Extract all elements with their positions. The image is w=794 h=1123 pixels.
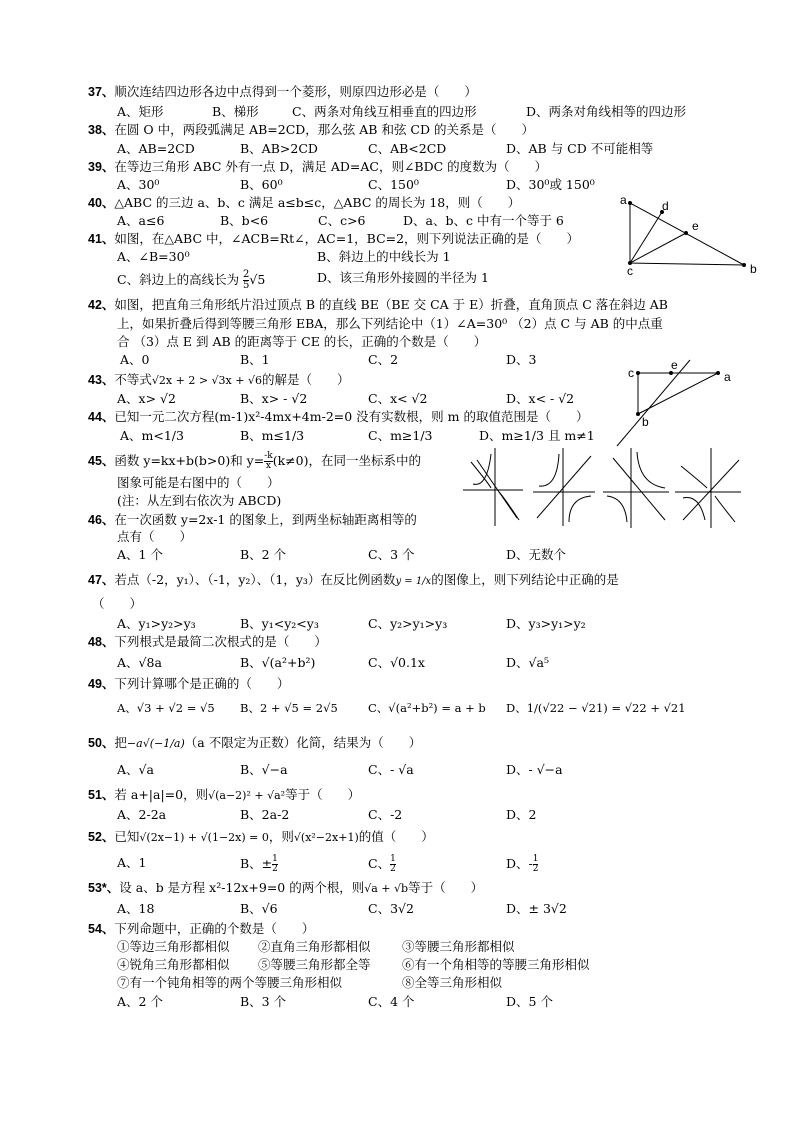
options-48 (117, 655, 597, 671)
radical-expr: √(x²−2x+1) (293, 831, 359, 844)
statements-row2 (117, 957, 617, 973)
question-text: 已知一元二次方程(m-1)x²-4mx+4m-2=0 没有实数根，则 m 的取值范围是（ ） (114, 409, 589, 424)
question-text: 若点（-2，y₁）、（-1，y₂）、（1，y₃）在反比例函数 (114, 572, 396, 587)
option-a: A、√8a (117, 655, 162, 670)
option-c: C、√(a²+b²) = a + b (368, 701, 486, 715)
options-49 (117, 700, 686, 716)
question-48 (88, 634, 327, 650)
question-47-line2: （ ） (92, 596, 143, 611)
question-text: 设 a、b 是方程 x²-12x+9=0 的两个根，则 (119, 880, 365, 895)
question-text: 已知 (114, 829, 140, 844)
statement-6: ⑥有一个角相等的等腰三角形相似 (402, 957, 590, 972)
option-d: D、两条对角线相等的四边形 (526, 104, 687, 119)
question-text: 在一次函数 y=2x-1 的图象上，到两坐标轴距离相等的 (114, 512, 417, 527)
question-number: 48、 (88, 635, 115, 649)
statement-3: ③等腰三角形都相似 (402, 939, 515, 954)
statement-7: ⑦有一个钝角相等的两个等腰三角形相似 (117, 975, 343, 990)
label-a: a (724, 370, 731, 384)
question-50 (88, 735, 421, 752)
option-c: C、x< √2 (368, 391, 428, 406)
option-c: C、 $\frac{1}{2}$ (368, 854, 396, 874)
label-e: e (692, 219, 699, 233)
question-47 (88, 572, 619, 590)
option-a: A、2-2a (117, 807, 167, 822)
option-d: D、AB 与 CD 不可能相等 (506, 141, 654, 156)
label-d: d (662, 199, 669, 213)
equation-expr: √(2x−1) + √(1−2x) = 0 (139, 831, 269, 844)
option-c: C、√0.1x (368, 655, 425, 670)
options-46 (117, 547, 597, 563)
question-number: 52、 (88, 830, 115, 844)
option-d: D、1/(√22 − √21) = √22 + √21 (506, 701, 686, 715)
option-d: D、该三角形外接圆的半径为 1 (317, 270, 489, 285)
statements-row3 (117, 975, 617, 991)
question-number: 46、 (88, 513, 115, 527)
function-expr: y = 1/x (395, 576, 432, 587)
label-c: c (627, 264, 633, 278)
question-text: 下列命题中，正确的个数是（ ） (114, 921, 315, 936)
option-c: C、2 (368, 352, 399, 367)
option-c: C、y₂>y₁>y₃ (368, 616, 448, 631)
label-b: b (642, 415, 649, 429)
option-d: D、x< - √2 (506, 391, 575, 406)
options-37 (117, 104, 737, 120)
options-51 (117, 807, 597, 823)
question-44 (88, 409, 589, 425)
option-d: D、- $\frac{1}{2}$ (506, 854, 539, 874)
option-b: B、√(a²+b²) (240, 655, 316, 670)
question-43 (88, 372, 350, 389)
option-c: C、- √a (368, 762, 414, 777)
option-a: A、√a (117, 762, 154, 777)
fold-figure-42 (614, 360, 754, 455)
question-40 (88, 195, 520, 211)
option-d: D、5 个 (506, 994, 553, 1009)
options-50 (117, 762, 597, 778)
label-e: e (671, 358, 678, 372)
option-d: D、2 (506, 807, 537, 822)
option-d: D、3 (506, 352, 537, 367)
options-39 (117, 177, 717, 193)
option-d: D、30⁰或 150⁰ (506, 177, 595, 192)
option-b: B、√6 (240, 901, 278, 916)
question-52 (88, 829, 434, 846)
question-text: 如图，把直角三角形纸片沿过顶点 B 的直线 BE（BE 交 CA 于 E）折叠，直角顶点 C 落在斜边 AB (114, 297, 668, 312)
option-b: B、± $\frac{1}{2}$ (240, 854, 278, 874)
option-a: A、30⁰ (117, 177, 160, 192)
options-42 (117, 352, 597, 368)
graph-a (463, 448, 523, 526)
statement-2: ②直角三角形都相似 (258, 939, 371, 954)
question-41 (88, 231, 579, 247)
question-42 (88, 297, 668, 313)
option-d: D、m≥1/3 且 m≠1 (479, 428, 595, 443)
option-a: A、2 个 (117, 994, 163, 1009)
label-c: c (628, 366, 634, 380)
option-d: D、a、b、c 中有一个等于 6 (403, 213, 564, 228)
graph-d (675, 448, 741, 528)
option-a: A、AB=2CD (117, 141, 195, 156)
option-d: D、√a⁵ (506, 655, 549, 670)
question-text-mid: ，则 (268, 829, 294, 844)
options-52 (117, 854, 597, 874)
question-number: 40、 (88, 196, 115, 210)
statement-4: ④锐角三角形都相似 (117, 957, 230, 972)
question-text-tail: 的值（ ） (358, 829, 434, 844)
options-41-row1 (117, 249, 597, 265)
question-45-line3: (注：从左到右依次为 ABCD) (117, 493, 282, 508)
fraction: $\frac{-k}{x}$ (264, 451, 273, 471)
question-text-tail: 的解是（ ） (261, 372, 350, 387)
option-c: C、斜边上的高线长为 (117, 272, 244, 287)
option-d: D、无数个 (506, 547, 567, 562)
question-text: 函数 y=kx+b(b>0)和 y= (114, 453, 265, 468)
question-number: 47、 (88, 573, 115, 587)
radical-expr: −a√(−1/a) (126, 737, 185, 750)
options-40 (117, 213, 617, 229)
question-text: 把 (114, 735, 127, 750)
question-text-tail: (k≠0)，在同一坐标系中的 (272, 453, 421, 468)
option-a: A、a≤6 (117, 213, 165, 228)
question-text: 如图，在△ABC 中，∠ACB=Rt∠，AC=1，BC=2，则下列说法正确的是（ ） (114, 231, 580, 246)
question-54 (88, 921, 314, 937)
option-a: A、m<1/3 (120, 428, 184, 443)
option-c: C、c>6 (318, 213, 366, 228)
question-text-tail: 等于（ ） (285, 787, 361, 802)
option-b: B、b<6 (220, 213, 269, 228)
question-number: 43、 (88, 373, 115, 387)
graph-b (533, 448, 595, 526)
radical-expr: √a + √b (364, 882, 409, 895)
option-d: D、- √−a (506, 762, 563, 777)
question-42-line2: 上，如果折叠后得到等腰三角形 EBA，那么下列结论中（1）∠A=30⁰ （2）点 C 与 AB 的中点重 (117, 316, 663, 331)
graph-c (603, 448, 669, 528)
statement-5: ⑤等腰三角形都全等 (258, 957, 371, 972)
question-number: 51、 (88, 788, 115, 802)
question-46 (88, 512, 417, 528)
question-number: 37、 (88, 85, 115, 99)
question-number: 54、 (88, 922, 115, 936)
option-a: A、√3 + √2 = √5 (117, 701, 215, 715)
radical-expr: √(a−2)² + √a² (208, 789, 286, 802)
triangle-figure-41 (618, 194, 768, 284)
question-text: 在等边三角形 ABC 外有一点 D，满足 AD=AC，则∠BDC 的度数为（ ） (114, 159, 548, 174)
options-41-row2 (117, 270, 597, 291)
option-c: C、3√2 (368, 901, 414, 916)
question-number: 49、 (88, 677, 115, 691)
option-c: C、4 个 (368, 994, 415, 1009)
question-text: 下列根式是最简二次根式的是（ ） (114, 634, 327, 649)
question-text: 下列计算哪个是正确的（ ） (114, 676, 290, 691)
question-number: 44、 (88, 410, 115, 424)
options-53 (117, 901, 597, 917)
question-text: 若 a+|a|=0，则 (114, 787, 209, 802)
option-b: B、m≤1/3 (240, 428, 305, 443)
option-a: A、∠B=30⁰ (117, 249, 190, 264)
option-b: B、梯形 (212, 104, 259, 119)
option-a: A、y₁>y₂>y₃ (117, 616, 196, 631)
statements-row1 (117, 939, 617, 955)
option-b: B、2a-2 (240, 807, 290, 822)
option-b: B、y₁<y₂<y₃ (240, 616, 319, 631)
option-b: B、AB>2CD (240, 141, 318, 156)
option-b: B、√−a (240, 762, 288, 777)
question-text: 顺次连结四边形各边中点得到一个菱形，则原四边形必是（ ） (114, 84, 477, 99)
question-text-tail: （a 不限定为正数）化简，结果为（ ） (184, 735, 422, 750)
option-c: C、-2 (368, 807, 403, 822)
option-d: D、± 3√2 (506, 901, 567, 916)
question-46-line2: 点有（ ） (117, 529, 193, 544)
options-38 (117, 141, 717, 157)
question-number: 45、 (88, 454, 115, 468)
options-54 (117, 994, 597, 1010)
question-text-tail: 等于（ ） (408, 880, 484, 895)
option-a: A、1 个 (117, 547, 163, 562)
question-number: 42、 (88, 298, 115, 312)
question-number: 38、 (88, 123, 115, 137)
function-graphs-45 (463, 448, 747, 528)
option-c: C、3 个 (368, 547, 415, 562)
option-a: A、x> √2 (117, 391, 176, 406)
option-c: C、150⁰ (368, 177, 419, 192)
options-43 (117, 391, 597, 407)
question-42-line3: 合 （3）点 E 到 AB 的距离等于 CE 的长，正确的个数是（ ） (117, 334, 487, 349)
root-5: √5 (249, 272, 266, 287)
option-c: C、两条对角线互相垂直的四边形 (292, 104, 477, 119)
option-a: A、1 (117, 855, 147, 870)
option-b: B、3 个 (240, 994, 287, 1009)
option-b: B、x> - √2 (240, 391, 308, 406)
option-b: B、1 (240, 352, 270, 367)
options-44 (117, 428, 607, 444)
option-b: B、60⁰ (240, 177, 283, 192)
option-c: C、m≥1/3 (368, 428, 433, 443)
question-number: 53*、 (88, 881, 120, 895)
question-number: 39、 (88, 160, 115, 174)
question-number: 50、 (88, 736, 115, 750)
question-text: △ABC 的三边 a、b、c 满足 a≤b≤c，△ABC 的周长为 18，则（ ） (114, 195, 521, 210)
question-text: 在圆 O 中，两段弧满足 AB=2CD，那么弦 AB 和弦 CD 的关系是（ ） (114, 122, 534, 137)
inequality: √2x + 2 > √3x + √6 (151, 374, 262, 387)
option-b: B、2 + √5 = 2√5 (240, 701, 338, 715)
question-49 (88, 676, 289, 692)
label-b: b (750, 262, 757, 276)
question-39 (88, 159, 547, 175)
option-b: B、斜边上的中线长为 1 (317, 249, 451, 264)
option-c: C、AB<2CD (368, 141, 447, 156)
statement-8: ⑧全等三角形相似 (402, 975, 503, 990)
option-a: A、18 (117, 901, 155, 916)
option-b: B、2 个 (240, 547, 287, 562)
label-a: a (620, 193, 627, 207)
question-38 (88, 122, 534, 138)
question-text: 不等式 (114, 372, 152, 387)
question-37 (88, 84, 477, 100)
question-45 (88, 452, 421, 471)
question-51 (88, 787, 360, 804)
question-45-line2: 图象可能是右图中的（ ） (117, 475, 280, 490)
option-d: D、y₃>y₁>y₂ (506, 616, 586, 631)
question-text-tail: 的图像上，则下列结论中正确的是 (431, 572, 619, 587)
statement-1: ①等边三角形都相似 (117, 939, 230, 954)
question-number: 41、 (88, 232, 115, 246)
option-a: A、0 (120, 352, 150, 367)
options-47 (117, 616, 597, 632)
option-a: A、矩形 (117, 104, 164, 119)
fraction: $\frac{2}{5}$ (243, 269, 250, 291)
question-53 (88, 880, 483, 897)
